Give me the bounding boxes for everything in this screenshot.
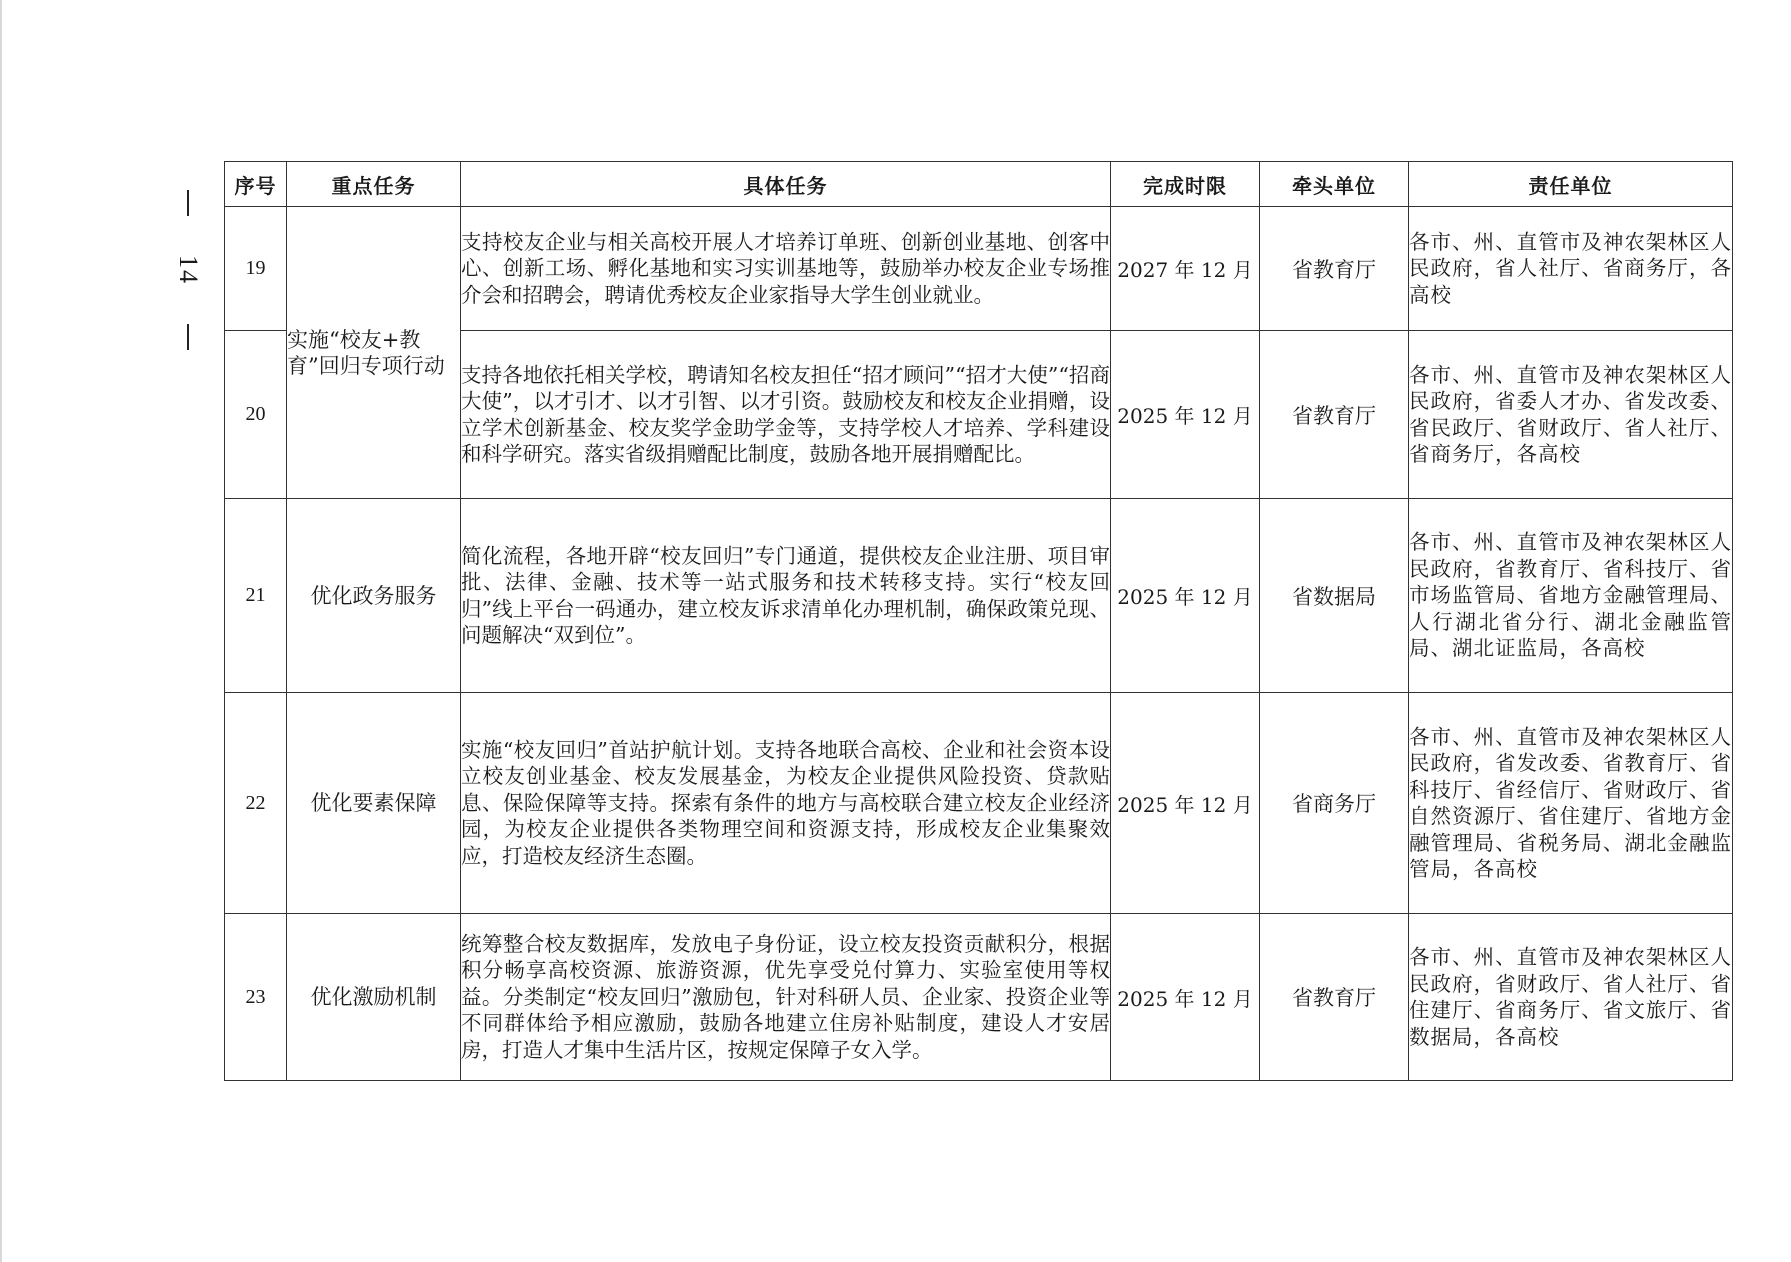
key-task-cell: 优化政务服务 — [287, 499, 461, 693]
header-responsible: 责任单位 — [1409, 162, 1733, 207]
responsible-cell: 各市、州、直管市及神农架林区人民政府，省财政厅、省人社厅、省住建厅、省商务厅、省文旅厅、省数据局，各高校 — [1409, 914, 1733, 1081]
deadline-cell: 2027 年 12 月 — [1111, 207, 1260, 331]
responsible-cell: 各市、州、直管市及神农架林区人民政府，省教育厅、省科技厅、省市场监管局、省地方金融管理局、人行湖北省分行、湖北金融监管局、湖北证监局，各高校 — [1409, 499, 1733, 693]
page-number-text: 14 — [174, 255, 203, 285]
row-number: 20 — [225, 331, 287, 499]
table-row — [225, 914, 1733, 1081]
row-number: 19 — [225, 207, 287, 331]
page-number-dash-top — [187, 190, 189, 216]
header-detail: 具体任务 — [461, 162, 1111, 207]
header-no: 序号 — [225, 162, 287, 207]
table-row — [225, 499, 1733, 693]
row-number: 21 — [225, 499, 287, 693]
table-row — [225, 693, 1733, 914]
row-number: 22 — [225, 693, 287, 914]
lead-unit-cell: 省教育厅 — [1260, 331, 1409, 499]
lead-unit-cell: 省数据局 — [1260, 499, 1409, 693]
deadline-cell: 2025 年 12 月 — [1111, 914, 1260, 1081]
deadline-cell: 2025 年 12 月 — [1111, 499, 1260, 693]
lead-unit-cell: 省商务厅 — [1260, 693, 1409, 914]
row-number: 23 — [225, 914, 287, 1081]
detail-cell: 实施“校友回归”首站护航计划。支持各地联合高校、企业和社会资本设立校友创业基金、校友发展基金，为校友企业提供风险投资、贷款贴息、保险保障等支持。探索有条件的地方与高校联合建立校友企业经济园，为校友企业提供各类物理空间和资源支持，形成校友企业集聚效应，打造校友经济生态圈。 — [461, 693, 1111, 914]
header-row — [225, 162, 1733, 207]
header-key-task: 重点任务 — [287, 162, 461, 207]
deadline-cell: 2025 年 12 月 — [1111, 331, 1260, 499]
page-number-dash-bottom — [187, 324, 189, 350]
detail-cell: 统筹整合校友数据库，发放电子身份证，设立校友投资贡献积分，根据积分畅享高校资源、旅游资源，优先享受兑付算力、实验室使用等权益。分类制定“校友回归”激励包，针对科研人员、企业家、投资企业等不同群体给予相应激励，鼓励各地建立住房补贴制度，建设人才安居房，打造人才集中生活片区，按规定保障子女入学。 — [461, 914, 1111, 1081]
lead-unit-cell: 省教育厅 — [1260, 207, 1409, 331]
responsible-cell: 各市、州、直管市及神农架林区人民政府，省发改委、省教育厅、省科技厅、省经信厅、省财政厅、省自然资源厅、省住建厅、省地方金融管理局、省税务局、湖北金融监管局，各高校 — [1409, 693, 1733, 914]
page-edge — [0, 0, 2, 1262]
detail-cell: 支持各地依托相关学校，聘请知名校友担任“招才顾问”“招才大使”“招商大使”，以才引才、以才引智、以才引资。鼓励校友和校友企业捐赠，设立学术创新基金、校友奖学金助学金等，支持学校人才培养、学科建设和科学研究。落实省级捐赠配比制度，鼓励各地开展捐赠配比。 — [461, 331, 1111, 499]
lead-unit-cell: 省教育厅 — [1260, 914, 1409, 1081]
header-deadline: 完成时限 — [1111, 162, 1260, 207]
responsible-cell: 各市、州、直管市及神农架林区人民政府，省人社厅、省商务厅，各高校 — [1409, 207, 1733, 331]
responsible-cell: 各市、州、直管市及神农架林区人民政府，省委人才办、省发改委、省民政厅、省财政厅、省人社厅、省商务厅，各高校 — [1409, 331, 1733, 499]
detail-cell: 简化流程，各地开辟“校友回归”专门通道，提供校友企业注册、项目审批、法律、金融、技术等一站式服务和技术转移支持。实行“校友回归”线上平台一码通办，建立校友诉求清单化办理机制，确保政策兑现、问题解决“双到位”。 — [461, 499, 1111, 693]
detail-cell: 支持校友企业与相关高校开展人才培养订单班、创新创业基地、创客中心、创新工场、孵化基地和实习实训基地等，鼓励举办校友企业专场推介会和招聘会，聘请优秀校友企业家指导大学生创业就业。 — [461, 207, 1111, 331]
page-number — [168, 190, 208, 350]
key-task-cell: 优化要素保障 — [287, 693, 461, 914]
key-task-cell: 优化激励机制 — [287, 914, 461, 1081]
table-row — [225, 207, 1733, 331]
deadline-cell: 2025 年 12 月 — [1111, 693, 1260, 914]
key-task-group: 实施“校友+教育”回归专项行动 — [287, 207, 461, 499]
task-table — [224, 161, 1733, 1081]
header-lead-unit: 牵头单位 — [1260, 162, 1409, 207]
